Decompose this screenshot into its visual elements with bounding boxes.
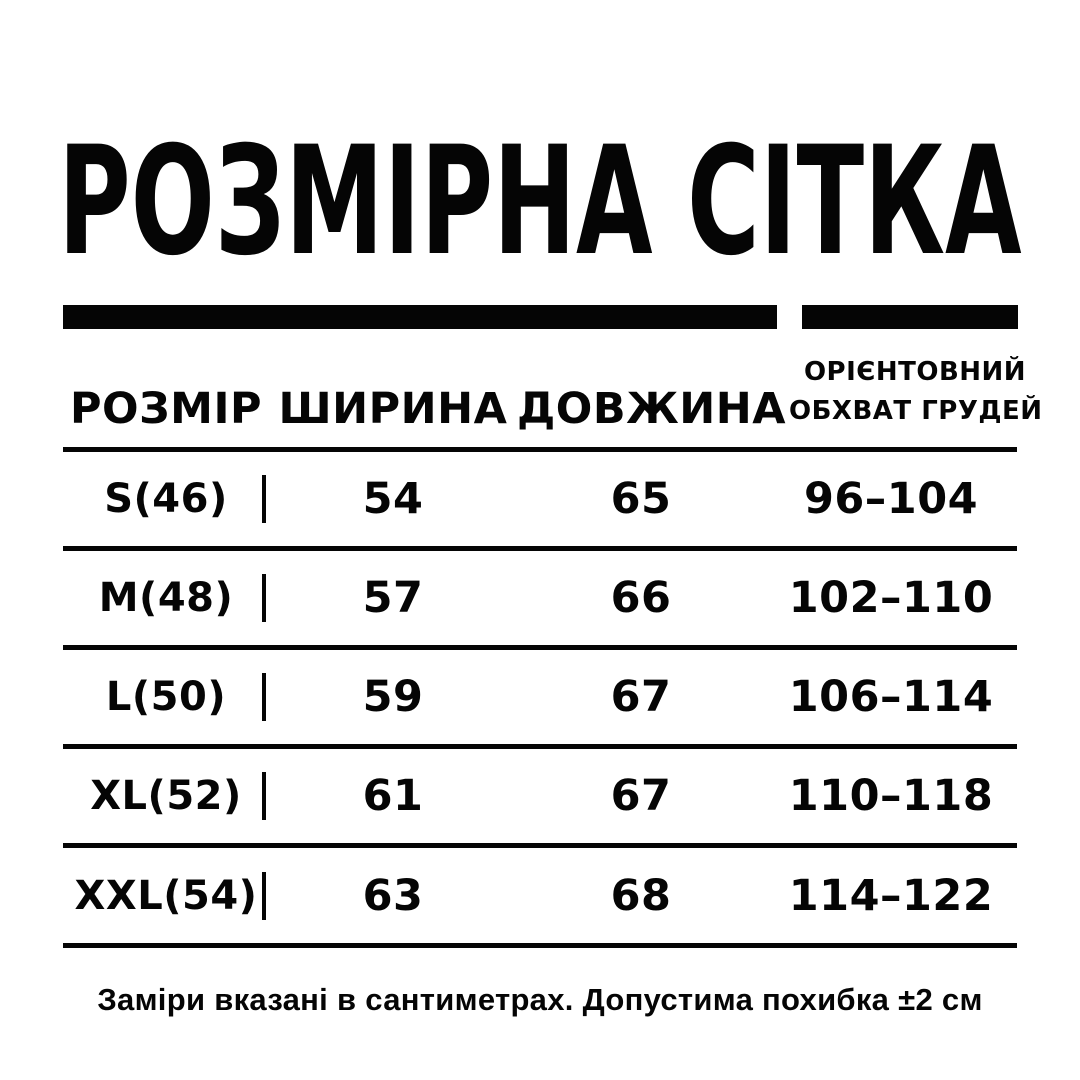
table-row-l (63, 650, 1017, 749)
size-divider-tick (262, 475, 266, 523)
size-divider-tick (262, 772, 266, 820)
chest-value: 102–110 (788, 573, 994, 623)
length-value: 68 (610, 870, 672, 921)
chest-value: 110–118 (788, 771, 994, 821)
size-label (63, 773, 269, 819)
length-value: 65 (610, 474, 672, 524)
chest-value: 114–122 (788, 870, 994, 921)
size-label-text: L(50) (105, 674, 227, 720)
size-label-text: M(48) (98, 575, 234, 621)
size-table (63, 329, 1043, 948)
size-label (63, 476, 269, 522)
header-size: РОЗМІР (70, 384, 262, 434)
size-label-text: XL(52) (90, 773, 242, 819)
table-row-xxl (63, 848, 1017, 948)
size-label-text: XXL(54) (74, 872, 258, 919)
header-chest-line1: ОРІЄНТОВНИЙ (803, 357, 1027, 387)
width-value: 54 (362, 474, 424, 524)
page-title-wrap (0, 115, 1080, 289)
table-row-s (63, 452, 1017, 551)
title-divider (63, 305, 1018, 329)
size-divider-tick (262, 673, 266, 721)
width-value: 57 (362, 573, 424, 623)
chest-value: 106–114 (788, 672, 994, 722)
divider-bar-gap (777, 305, 802, 329)
table-row-xl (63, 749, 1017, 848)
size-label-text: S(46) (104, 476, 228, 522)
size-table-header (63, 329, 1043, 452)
size-label (63, 873, 269, 919)
width-value: 63 (362, 870, 424, 921)
divider-bar-short (802, 305, 1018, 329)
length-value: 67 (610, 771, 672, 821)
chest-value: 96–104 (803, 474, 979, 524)
header-chest (789, 353, 1041, 431)
header-width: ШИРИНА (278, 384, 508, 434)
header-length: ДОВЖИНА (517, 384, 787, 434)
table-row-m (63, 551, 1017, 650)
page-title: РОЗМІРНА СІТКА (58, 115, 1022, 289)
size-divider-tick (262, 872, 266, 920)
size-divider-tick (262, 574, 266, 622)
measurement-note: Заміри вказані в сантиметрах. Допустима похибка ±2 см (97, 982, 983, 1017)
size-label (63, 575, 269, 621)
header-chest-line2: ОБХВАТ ГРУДЕЙ (789, 396, 1043, 426)
size-label (63, 674, 269, 720)
length-value: 66 (610, 573, 672, 623)
divider-bar-long (63, 305, 777, 329)
length-value: 67 (610, 672, 672, 722)
width-value: 61 (362, 771, 424, 821)
width-value: 59 (362, 672, 424, 722)
